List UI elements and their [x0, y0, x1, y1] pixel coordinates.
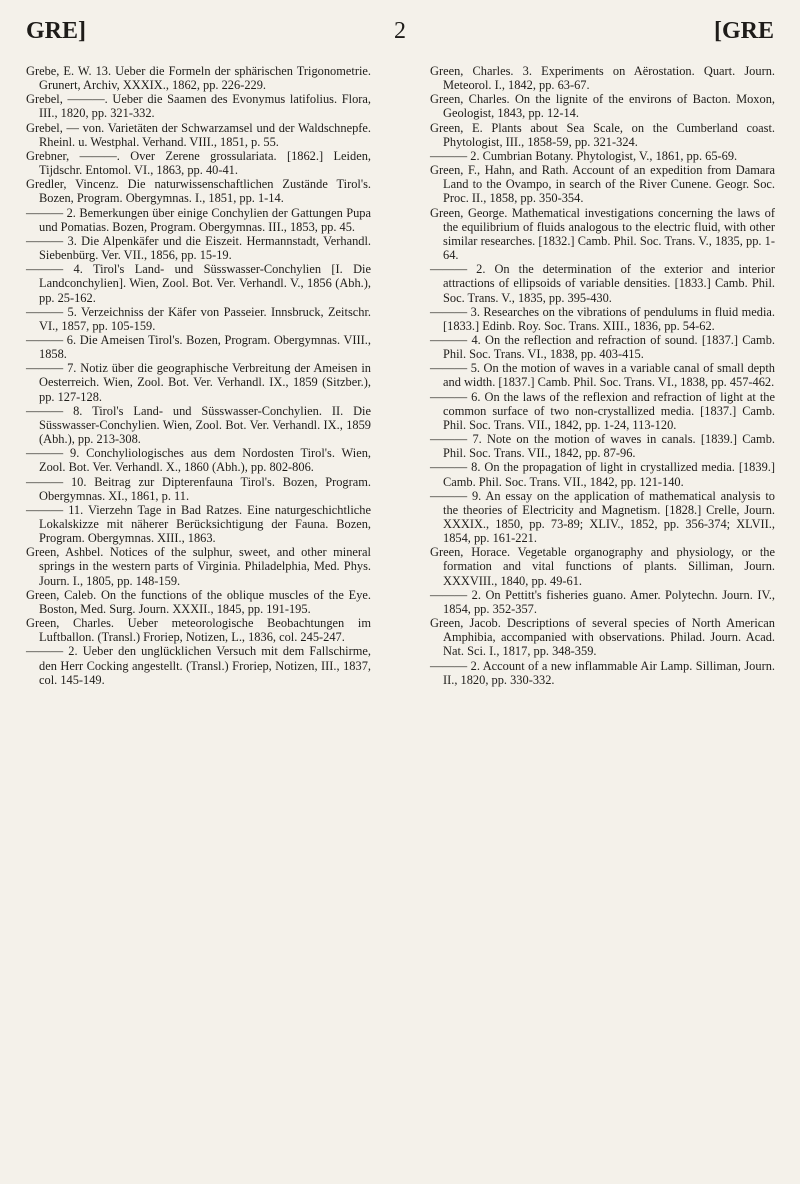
entry: Grebe, E. W. 13. Ueber die Formeln der sphärischen Trigonometrie. Grunert, Archiv, XXXIX., 1862, pp. 226-229. [26, 64, 371, 93]
entry: Grebel, ———. Ueber die Saamen des Evonymus latifolius. Flora, III., 1820, pp. 321-332. [26, 92, 371, 121]
entry: ——— 8. Tirol's Land- und Süsswasser-Conchylien. II. Die Süsswasser-Conchylien. Wien, Zool. Bot. Ver. Verhandl. IX., 1859 (Abh.), pp. 213-308. [26, 403, 371, 447]
entry: ——— 2. Cumbrian Botany. Phytologist, V., 1861, pp. 65-69. [430, 148, 738, 163]
header-right-index: [GRE [714, 18, 774, 44]
entry: ——— 7. Notiz über die geographische Verbreitung der Ameisen in Oesterreich. Wien, Zool. Bot. Ver. Verhandl. IX., 1859 (Sitzber.), pp. 127-128. [26, 361, 371, 404]
entry: Gredler, Vincenz. Die naturwissenschaftlichen Zustände Tirol's. Bozen, Program. Obergymnas. I., 1851, pp. 1-14. [26, 177, 371, 206]
entry: ——— 7. Note on the motion of waves in canals. [1839.] Camb. Phil. Soc. Trans. VII., 1842, pp. 87-96. [430, 432, 775, 461]
entry: ——— 2. On the determination of the exterior and interior attractions of ellipsoids of variable densities. [1833.] Camb. Phil. Soc. Trans. V., 1835, pp. 395-430. [430, 262, 775, 305]
entry: ——— 4. On the reflection and refraction of sound. [1837.] Camb. Phil. Soc. Trans. VI., 1838, pp. 403-415. [430, 332, 775, 362]
entry: Green, F., Hahn, and Rath. Account of an expedition from Damara Land to the Ovampo, in search of the River Cunene. Geogr. Soc. Proc. II., 1858, pp. 350-354. [430, 163, 775, 206]
entry: Green, George. Mathematical investigations concerning the laws of the equilibrium of fluids analogous to the electric fluid, with other similar researches. [1832.] Camb. Phil. Soc. Trans. V., 1835, pp. 1-64. [430, 205, 775, 263]
entry: Green, E. Plants about Sea Scale, on the Cumberland coast. Phytologist, III., 1858-59, pp. 321-324. [430, 120, 775, 149]
entry: ——— 9. Conchyliologisches aus dem Nordosten Tirol's. Wien, Zool. Bot. Ver. Verhandl. X., 1860 (Abh.), pp. 802-806. [26, 446, 371, 475]
entry: ——— 4. Tirol's Land- und Süsswasser-Conchylien [I. Die Landconchylien]. Wien, Zool. Bot. Ver. Verhandl. V., 1856 (Abh.), pp. 25-162. [26, 262, 371, 305]
entry: ——— 3. Researches on the vibrations of pendulums in fluid media. [1833.] Edinb. Roy. Soc. Trans. XIII., 1836, pp. 54-62. [430, 304, 775, 333]
right-column [430, 64, 775, 687]
entry: Green, Charles. 3. Experiments on Aërostation. Quart. Journ. Meteorol. I., 1842, pp. 63-67. [430, 64, 775, 93]
page-header [26, 18, 774, 48]
entry: ——— 6. Die Ameisen Tirol's. Bozen, Program. Obergymnas. VIII., 1858. [26, 332, 371, 362]
entry: Grebner, ———. Over Zerene grossulariata. [1862.] Leiden, Tijdschr. Entomol. VI., 1863, pp. 40-41. [26, 148, 371, 178]
entry: ——— 5. Verzeichniss der Käfer von Passeier. Innsbruck, Zeitschr. VI., 1857, pp. 105-159. [26, 304, 371, 333]
page-number: 2 [394, 18, 406, 44]
entry: ——— 10. Beitrag zur Dipterenfauna Tirol's. Bozen, Program. Obergymnas. XI., 1861, p. 11. [26, 474, 371, 503]
entry: ——— 2. Bemerkungen über einige Conchylien der Gattungen Pupa und Pomatias. Bozen, Program. Obergymnas. III., 1853, pp. 45. [26, 205, 371, 234]
entry: Green, Caleb. On the functions of the oblique muscles of the Eye. Boston, Med. Surg. Journ. XXXII., 1845, pp. 191-195. [26, 587, 371, 616]
entry: Grebel, — von. Varietäten der Schwarzamsel und der Waldschnepfe. Rheinl. u. Westphal. Verhand. VIII., 1851, p. 55. [26, 120, 371, 149]
header-left-index: GRE] [26, 18, 86, 44]
entry: ——— 2. Account of a new inflammable Air Lamp. Silliman, Journ. II., 1820, pp. 330-332. [430, 658, 775, 687]
entry: ——— 8. On the propagation of light in crystallized media. [1839.] Camb. Phil. Soc. Trans. VII., 1842, pp. 121-140. [430, 460, 775, 489]
entry: ——— 3. Die Alpenkäfer und die Eiszeit. Hermannstadt, Verhandl. Siebenbürg. Ver. VII., 1856, pp. 15-19. [26, 233, 371, 263]
left-column [26, 64, 371, 687]
entry: ——— 5. On the motion of waves in a variable canal of small depth and width. [1837.] Camb. Phil. Soc. Trans. VI., 1838, pp. 457-462. [430, 361, 775, 390]
entry: Green, Charles. On the lignite of the environs of Bacton. Moxon, Geologist, 1843, pp. 12-14. [430, 92, 775, 121]
entry: ——— 2. Ueber den unglücklichen Versuch mit dem Fallschirme, den Herr Cocking angestellt. (Transl.) Froriep, Notizen, III., 1837, col. 145-149. [26, 644, 371, 687]
entry: Green, Charles. Ueber meteorologische Beobachtungen im Luftballon. (Transl.) Froriep, Notizen, L., 1836, col. 245-247. [26, 616, 371, 645]
entry: ——— 2. On Pettitt's fisheries guano. Amer. Polytechn. Journ. IV., 1854, pp. 352-357. [430, 587, 775, 616]
entry: Green, Horace. Vegetable organography and physiology, or the formation and vital functions of plants. Silliman, Journ. XXXVIII., 1840, pp. 49-61. [430, 545, 775, 588]
entry: Green, Ashbel. Notices of the sulphur, sweet, and other mineral springs in the western parts of Virginia. Philadelphia, Med. Phys. Journ. I., 1805, pp. 148-159. [26, 545, 371, 588]
entry: ——— 9. An essay on the application of mathematical analysis to the theories of Electricity and Magnetism. [1828.] Crelle, Journ. XXXIX., 1850, pp. 73-89; XLIV., 1852, pp. 356-374; XLVII., 1854, pp. 161-221. [430, 488, 775, 546]
entry: Green, Jacob. Descriptions of several species of North American Amphibia, accompanied with observations. Philad. Journ. Acad. Nat. Sci. I., 1817, pp. 348-359. [430, 616, 775, 659]
entry: ——— 6. On the laws of the reflexion and refraction of light at the common surface of two non-crystallized media. [1837.] Camb. Phil. Soc. Trans. VII., 1842, pp. 1-24, 113-120. [430, 389, 775, 432]
entry: ——— 11. Vierzehn Tage in Bad Ratzes. Eine naturgeschichtliche Lokalskizze mit näherer Berücksichtigung der Fauna. Bozen, Program. Obergymnas. XIII., 1863. [26, 502, 371, 546]
